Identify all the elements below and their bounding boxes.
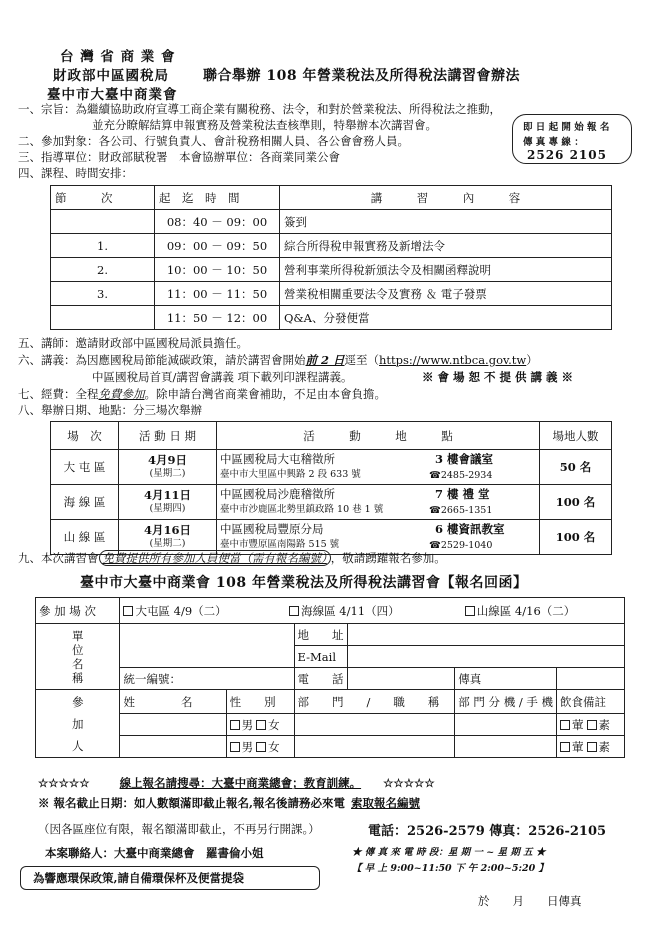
fax-field[interactable] (557, 668, 625, 690)
ext-field[interactable] (455, 736, 557, 758)
schedule-no: 3. (51, 282, 155, 306)
stamp-phone: 2526 2105 (527, 148, 607, 162)
section-2: 二、參加對象：各公司、行號負責人、會計稅務相關人員、各公會會務人員。 (18, 134, 409, 148)
online-text: 線上報名請搜尋：大臺中商業總會；教育訓練。 (119, 776, 362, 790)
venue-area: 海 線 區 (51, 485, 119, 520)
section-6-a: 六、講義：為因應國稅局節能減碳政策，請於講習會開始 (18, 353, 306, 367)
stamp-line1: 即 日 起 開 始 報 名 (523, 122, 610, 133)
venue-room: 6 樓資訊教室 (435, 522, 505, 536)
schedule-row (51, 234, 612, 258)
meal-cell (557, 736, 625, 758)
deadline-line (38, 796, 420, 811)
meat-checkbox[interactable] (560, 720, 570, 730)
participant-label: 參加人 (71, 694, 84, 753)
venue-cap: 100 名 (540, 520, 612, 555)
section-7-b: 。除申請台灣省商業會補助，不足由本會負擔。 (144, 387, 386, 401)
deadline-link: 索取報名編號 (351, 796, 421, 810)
veg-checkbox[interactable] (587, 742, 597, 752)
venue-place: 中區國稅局豐原分局 (220, 522, 324, 536)
email-field[interactable] (347, 646, 624, 668)
section-6-days: 前 2 日 (305, 353, 345, 367)
session-label: 參 加 場 次 (36, 598, 120, 624)
venue-date: 4月9日 (147, 453, 187, 467)
section-6-c: ） (526, 353, 538, 367)
participant-label-cell (36, 690, 120, 758)
section-6-line2: 中區國稅局首頁/講習會講義 項下載列印課程講義。 (92, 370, 353, 384)
section-1-line1: 一、宗旨：為繼續協助政府宣導工商企業有關稅務、法令，和對於營業稅法、所得稅法之推動， (18, 102, 501, 116)
schedule-content: 營利事業所得稅新頒法令及相關函釋說明 (280, 258, 612, 282)
meat-checkbox[interactable] (560, 742, 570, 752)
venue-place: 中區國稅局沙鹿稽徵所 (220, 487, 335, 501)
schedule-row (51, 306, 612, 330)
male-checkbox[interactable] (230, 742, 240, 752)
schedule-content: 簽到 (280, 210, 612, 234)
meat-label: 葷 (572, 717, 584, 732)
schedule-time: 09：00 － 09：50 (155, 234, 280, 258)
venue-header-date: 活 動 日 期 (119, 422, 217, 450)
male-checkbox[interactable] (230, 720, 240, 730)
schedule-time: 08：40 － 09：00 (155, 210, 280, 234)
venue-table (50, 421, 612, 555)
stars-left: ☆☆☆☆☆ (38, 776, 90, 790)
venue-area: 大 屯 區 (51, 450, 119, 485)
meat-label: 葷 (572, 739, 584, 754)
venue-tel: ☎2485-2934 (429, 470, 493, 481)
schedule-no: 1. (51, 234, 155, 258)
unit-label: 單位名稱 (71, 628, 84, 685)
schedule-header-content: 講 習 內 容 (280, 186, 612, 210)
schedule-time: 10：00 － 10：50 (155, 258, 280, 282)
section-7-a: 七、經費：全程 (18, 387, 99, 401)
venue-date-cell (119, 450, 217, 485)
org-3: 臺中市大臺中商業會 (47, 87, 178, 103)
schedule-no: 2. (51, 258, 155, 282)
venue-place-cell (217, 450, 540, 485)
participant-row (36, 714, 625, 736)
participant-header-row (36, 690, 625, 714)
contact-person: 本案聯絡人：大臺中商業總會 羅書倫小姐 (45, 846, 264, 860)
session-1-label: 大屯區 4/9（二） (135, 603, 227, 618)
col-gender: 性 別 (226, 690, 294, 714)
section-6-url-link[interactable]: https://www.ntbca.gov.tw (379, 353, 527, 367)
venue-addr: 臺中市大里區中興路 2 段 633 號 (220, 469, 361, 480)
female-label: 女 (268, 717, 280, 732)
venue-header-row (51, 422, 612, 450)
dept-field[interactable] (294, 736, 455, 758)
phone-field[interactable] (347, 668, 455, 690)
section-4: 四、課程、時間安排： (18, 166, 133, 180)
venue-header-area: 場 次 (51, 422, 119, 450)
fax-hours-1: ★ 傳 真 來 電 時 段：星 期 一 ~ 星 期 五 ★ (352, 847, 546, 858)
fax-hours-2: 【 早 上 9:00~11:50 下 午 2:00~5:20 】 (352, 863, 549, 874)
online-line (38, 776, 435, 791)
section-6-b: 逕至（ (344, 353, 380, 367)
section-7-free: 免費參加 (98, 387, 145, 401)
seat-note: （因各區座位有限，報名額滿即截止，不再另行開課。） (38, 822, 320, 836)
org-2: 財政部中區國稅局 (53, 68, 169, 84)
venue-weekday: (星期二) (149, 468, 186, 479)
section-9-c: ，敬請踴躍報名參加。 (330, 551, 446, 565)
venue-header-cap: 場地人數 (540, 422, 612, 450)
venue-place-cell (217, 485, 540, 520)
col-ext: 部 門 分 機 / 手 機 (455, 690, 557, 714)
fax-label: 傳真 (455, 668, 557, 690)
section-9-a: 九、本次講習會 (18, 551, 99, 565)
venue-addr: 臺中市豐原區南陽路 515 號 (220, 539, 340, 550)
venue-place: 中區國稅局大屯稽徵所 (220, 452, 335, 466)
section-9-b: 免費提供所有參加人員便當（需有報名編號） (99, 550, 331, 566)
section-6-note: ※ 會 場 恕 不 提 供 講 義 ※ (422, 370, 574, 384)
female-label: 女 (268, 739, 280, 754)
unit-name-field[interactable] (120, 624, 294, 668)
venue-date-cell (119, 485, 217, 520)
schedule-content: Q&A、分發便當 (280, 306, 612, 330)
section-9 (18, 551, 446, 566)
venue-row (51, 450, 612, 485)
venue-area: 山 線 區 (51, 520, 119, 555)
participant-row (36, 736, 625, 758)
dept-field[interactable] (294, 714, 455, 736)
male-label: 男 (241, 739, 254, 754)
schedule-content: 綜合所得稅申報實務及新增法令 (280, 234, 612, 258)
gender-cell (226, 736, 294, 758)
session-1-checkbox[interactable] (123, 606, 133, 616)
session-2-checkbox[interactable] (289, 606, 299, 616)
registration-form (35, 597, 625, 758)
section-5: 五、講師：邀請財政部中區國稅局派員擔任。 (18, 336, 248, 350)
section-8: 八、舉辦日期、地點：分三場次舉辦 (18, 403, 202, 417)
address-label: 地 址 (294, 624, 347, 646)
schedule-time: 11：00 － 11：50 (155, 282, 280, 306)
section-3: 三、指導單位：財政部賦稅署 本會協辦單位：各商業同業公會 (18, 150, 340, 164)
venue-tel: ☎2529-1040 (429, 540, 493, 551)
phone-label: 電 話 (294, 668, 347, 690)
section-7 (18, 387, 386, 402)
deadline-text: ※ 報名截止日期：如人數額滿即截止報名,報名後請務必來電 (38, 796, 346, 810)
eco-text: 為響應環保政策,請自備環保杯及便當提袋 (33, 871, 245, 885)
session-3-checkbox[interactable] (465, 606, 475, 616)
email-label: E-Mail (294, 646, 347, 668)
tax-id-label: 統一編號： (120, 668, 294, 690)
form-title: 臺中市大臺中商業會 108 年營業稅法及所得稅法講習會【報名回函】 (80, 575, 528, 591)
col-name: 姓 名 (120, 690, 226, 714)
col-dept: 部 門 / 職 稱 (294, 690, 455, 714)
venue-row (51, 485, 612, 520)
schedule-content: 營業稅相關重要法令及實務 ＆ 電子發票 (280, 282, 612, 306)
schedule-header-row (51, 186, 612, 210)
gender-cell (226, 714, 294, 736)
session-2-label: 海線區 4/11（四） (301, 603, 400, 618)
venue-tel: ☎2665-1351 (429, 505, 493, 516)
venue-addr: 臺中市沙鹿區北勢里鎮政路 10 巷 1 號 (220, 504, 384, 515)
venue-date: 4月11日 (143, 488, 191, 502)
sign-date: 於 月 日傳真 (478, 894, 582, 908)
section-6-line1 (18, 353, 538, 368)
section-1-line2: 並充分瞭解結算申報實務及營業稅法查核準則，特舉辦本次講習會。 (92, 118, 437, 132)
venue-date: 4月16日 (143, 523, 191, 537)
registration-stamp (512, 114, 632, 164)
participant-name-field[interactable] (120, 714, 226, 736)
schedule-table (50, 185, 612, 330)
venue-header-place: 活 動 地 點 (217, 422, 540, 450)
org-1: 台 灣 省 商 業 會 (60, 49, 176, 65)
female-checkbox[interactable] (256, 742, 266, 752)
schedule-time: 11：50 － 12：00 (155, 306, 280, 330)
form-session-row (36, 598, 625, 624)
contact-tel: 電話：2526-2579 傳真：2526-2105 (368, 824, 607, 839)
veg-label: 素 (598, 739, 611, 754)
session-3-label: 山線區 4/16（二） (476, 603, 576, 618)
schedule-header-time: 起 迄 時 間 (155, 186, 280, 210)
schedule-header-no: 節 次 (51, 186, 155, 210)
eco-box (20, 866, 320, 890)
unit-label-cell (36, 624, 120, 690)
schedule-row (51, 258, 612, 282)
page-title: 聯合舉辦 108 年營業稅法及所得稅法講習會辦法 (203, 68, 520, 84)
venue-cap: 50 名 (540, 450, 612, 485)
stamp-line2: 傳 真 專 線 ： (523, 137, 584, 148)
stars-right: ☆☆☆☆☆ (383, 776, 435, 790)
col-meal: 飲食備註 (557, 690, 625, 714)
schedule-row (51, 282, 612, 306)
male-label: 男 (241, 717, 254, 732)
form-address-row (36, 624, 625, 646)
venue-room: 3 樓會議室 (435, 452, 494, 466)
veg-label: 素 (598, 717, 611, 732)
veg-checkbox[interactable] (587, 720, 597, 730)
address-field[interactable] (347, 624, 624, 646)
meal-cell (557, 714, 625, 736)
venue-cap: 100 名 (540, 485, 612, 520)
venue-weekday: (星期二) (149, 538, 186, 549)
schedule-no (51, 210, 155, 234)
session-options (120, 598, 625, 624)
form-taxid-row (36, 668, 625, 690)
schedule-no (51, 306, 155, 330)
venue-room: 7 樓 禮 堂 (435, 487, 490, 501)
schedule-row (51, 210, 612, 234)
female-checkbox[interactable] (256, 720, 266, 730)
participant-name-field[interactable] (120, 736, 226, 758)
ext-field[interactable] (455, 714, 557, 736)
venue-weekday: (星期四) (149, 503, 186, 514)
